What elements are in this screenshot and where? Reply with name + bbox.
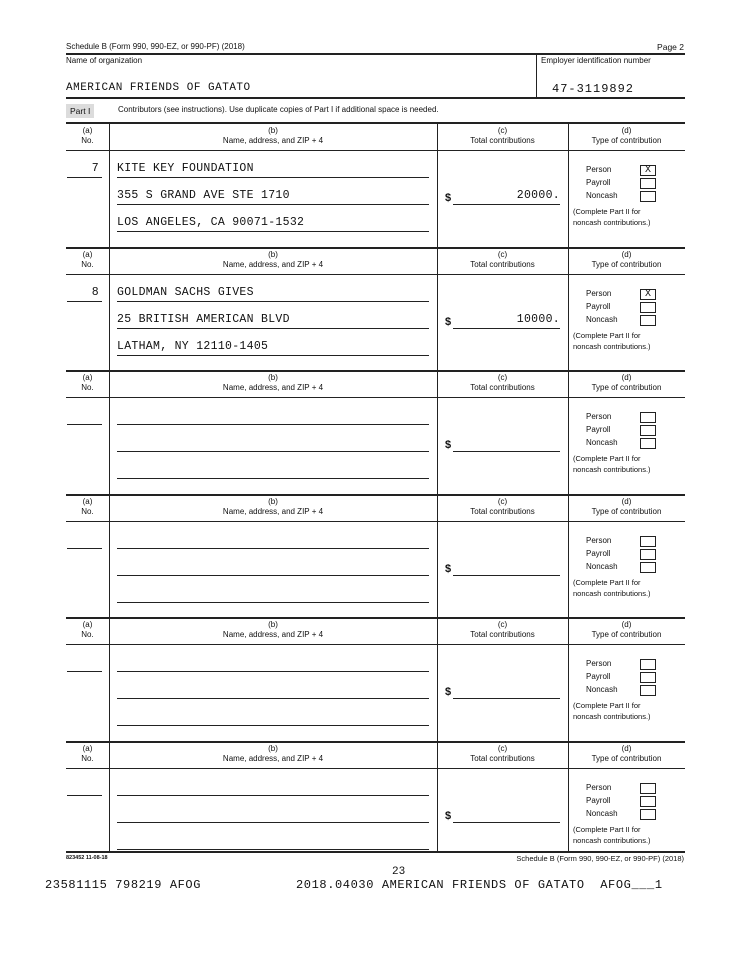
person-label: Person [586,783,612,792]
ein-value: 47-3119892 [552,82,635,96]
entry-line [117,795,429,796]
part-rule [66,122,685,124]
col-d-header: (d) Type of contribution [591,250,662,269]
number-line [67,424,102,425]
col-d-header: (d) Type of contribution [591,744,662,763]
column-divider [568,247,569,370]
noncash-checkbox[interactable] [640,315,656,326]
person-label: Person [586,165,612,174]
person-checkbox[interactable]: X [640,165,656,176]
column-divider [109,370,110,494]
col-a-header: (a) No. [81,373,94,392]
org-rule [66,97,685,99]
noncash-checkbox[interactable] [640,191,656,202]
number-line [67,671,102,672]
col-b-header: (b) Name, address, and ZIP + 4 [222,126,324,145]
col-c-header: (c) Total contributions [470,373,535,392]
total-contributions: 20000. [516,189,560,202]
noncash-note: (Complete Part II for noncash contributions.) [573,207,651,227]
entry-line [117,602,429,603]
entry-line [117,231,429,232]
entry-line [117,451,429,452]
column-divider [109,123,110,247]
dollar-sign: $ [445,439,452,451]
column-divider [568,617,569,741]
page-number: 23 [392,866,406,878]
payroll-label: Payroll [586,672,611,681]
total-contributions: 10000. [516,313,560,326]
col-d-header: (d) Type of contribution [591,373,662,392]
payroll-label: Payroll [586,796,611,805]
total-line [453,698,560,699]
entry-line [117,671,429,672]
col-a-header: (a) No. [81,497,94,516]
entry-line [117,355,429,356]
col-b-header: (b) Name, address, and ZIP + 4 [222,497,324,516]
contributor-number: 8 [91,286,99,299]
payroll-checkbox[interactable] [640,796,656,807]
form-title: Schedule B (Form 990, 990-EZ, or 990-PF) (2018) [66,42,245,51]
column-divider [437,123,438,247]
col-c-header: (c) Total contributions [470,744,535,763]
column-divider [568,123,569,247]
contributor-address: 25 BRITISH AMERICAN BLVD [117,313,290,326]
column-divider [568,370,569,494]
col-d-header: (d) Type of contribution [591,126,662,145]
column-divider [568,741,569,851]
person-checkbox[interactable] [640,412,656,423]
noncash-label: Noncash [586,438,618,447]
document-id-left: 23581115 798219 AFOG [45,878,202,892]
col-d-header: (d) Type of contribution [591,497,662,516]
col-a-header: (a) No. [81,126,94,145]
noncash-checkbox[interactable] [640,809,656,820]
column-divider [109,494,110,617]
entry-line [117,849,429,850]
entry-line [117,204,429,205]
total-line [453,451,560,452]
contributor-city: LATHAM, NY 12110-1405 [117,340,269,353]
total-line [453,575,560,576]
part-description: Contributors (see instructions). Use duplicate copies of Part I if additional space is needed. [118,105,439,114]
payroll-label: Payroll [586,302,611,311]
dollar-sign: $ [445,810,452,822]
noncash-note: (Complete Part II for noncash contributions.) [573,331,651,351]
person-label: Person [586,659,612,668]
total-line [453,328,560,329]
total-line [453,204,560,205]
noncash-checkbox[interactable] [640,438,656,449]
column-divider [437,370,438,494]
org-name-label: Name of organization [66,56,143,65]
noncash-label: Noncash [586,685,618,694]
person-label: Person [586,536,612,545]
entry-line [117,301,429,302]
entry-line [117,698,429,699]
payroll-checkbox[interactable] [640,302,656,313]
col-c-header: (c) Total contributions [470,250,535,269]
entry-line [117,478,429,479]
entry-line [117,725,429,726]
col-c-header: (c) Total contributions [470,126,535,145]
number-line [67,301,102,302]
noncash-note: (Complete Part II for noncash contributions.) [573,701,651,721]
ein-label: Employer identification number [541,56,651,65]
col-c-header: (c) Total contributions [470,620,535,639]
col-b-header: (b) Name, address, and ZIP + 4 [222,744,324,763]
org-name: AMERICAN FRIENDS OF GATATO [66,82,251,94]
col-d-header: (d) Type of contribution [591,620,662,639]
noncash-checkbox[interactable] [640,562,656,573]
col-a-header: (a) No. [81,744,94,763]
dollar-sign: $ [445,686,452,698]
schedule-reference: Schedule B (Form 990, 990-EZ, or 990-PF) (2018) [516,854,684,863]
section-top-rule [66,617,685,619]
contributor-number: 7 [91,162,99,175]
payroll-label: Payroll [586,549,611,558]
person-checkbox[interactable] [640,783,656,794]
column-divider [437,494,438,617]
person-checkbox[interactable]: X [640,289,656,300]
contributor-city: LOS ANGELES, CA 90071-1532 [117,216,305,229]
entry-line [117,177,429,178]
contributor-address: 355 S GRAND AVE STE 1710 [117,189,290,202]
number-line [67,548,102,549]
noncash-note: (Complete Part II for noncash contributions.) [573,454,651,474]
column-divider [437,741,438,851]
number-line [67,795,102,796]
noncash-note: (Complete Part II for noncash contributions.) [573,825,651,845]
section-header-rule [66,150,685,151]
noncash-checkbox[interactable] [640,685,656,696]
person-checkbox[interactable] [640,659,656,670]
section-top-rule [66,247,685,249]
column-divider [437,247,438,370]
part-label: Part I [66,104,94,118]
person-label: Person [586,412,612,421]
column-divider [437,617,438,741]
section-top-rule [66,370,685,372]
col-a-header: (a) No. [81,620,94,639]
payroll-checkbox[interactable] [640,672,656,683]
section-header-rule [66,521,685,522]
person-checkbox[interactable] [640,536,656,547]
column-divider [109,741,110,851]
dollar-sign: $ [445,563,452,575]
ein-divider [536,54,537,97]
section-top-rule [66,494,685,496]
col-b-header: (b) Name, address, and ZIP + 4 [222,620,324,639]
column-divider [109,247,110,370]
section-header-rule [66,274,685,275]
number-line [67,177,102,178]
entry-line [117,822,429,823]
noncash-label: Noncash [586,191,618,200]
contributor-name: KITE KEY FOUNDATION [117,162,254,175]
person-label: Person [586,289,612,298]
payroll-label: Payroll [586,425,611,434]
form-code: 823452 11-08-18 [66,855,108,861]
col-a-header: (a) No. [81,250,94,269]
payroll-checkbox[interactable] [640,549,656,560]
entry-line [117,575,429,576]
col-c-header: (c) Total contributions [470,497,535,516]
top-rule [66,53,685,55]
section-header-rule [66,768,685,769]
dollar-sign: $ [445,316,452,328]
dollar-sign: $ [445,192,452,204]
section-header-rule [66,397,685,398]
page-label: Page 2 [657,42,684,52]
payroll-checkbox[interactable] [640,425,656,436]
noncash-label: Noncash [586,315,618,324]
noncash-label: Noncash [586,809,618,818]
section-header-rule [66,644,685,645]
section-top-rule [66,741,685,743]
entry-line [117,424,429,425]
col-b-header: (b) Name, address, and ZIP + 4 [222,373,324,392]
noncash-note: (Complete Part II for noncash contributions.) [573,578,651,598]
noncash-label: Noncash [586,562,618,571]
column-divider [568,494,569,617]
table-bottom-rule [66,851,685,853]
document-id-right: 2018.04030 AMERICAN FRIENDS OF GATATO AFOG___1 [296,878,663,892]
total-line [453,822,560,823]
column-divider [109,617,110,741]
entry-line [117,548,429,549]
payroll-label: Payroll [586,178,611,187]
payroll-checkbox[interactable] [640,178,656,189]
contributor-name: GOLDMAN SACHS GIVES [117,286,254,299]
col-b-header: (b) Name, address, and ZIP + 4 [222,250,324,269]
entry-line [117,328,429,329]
